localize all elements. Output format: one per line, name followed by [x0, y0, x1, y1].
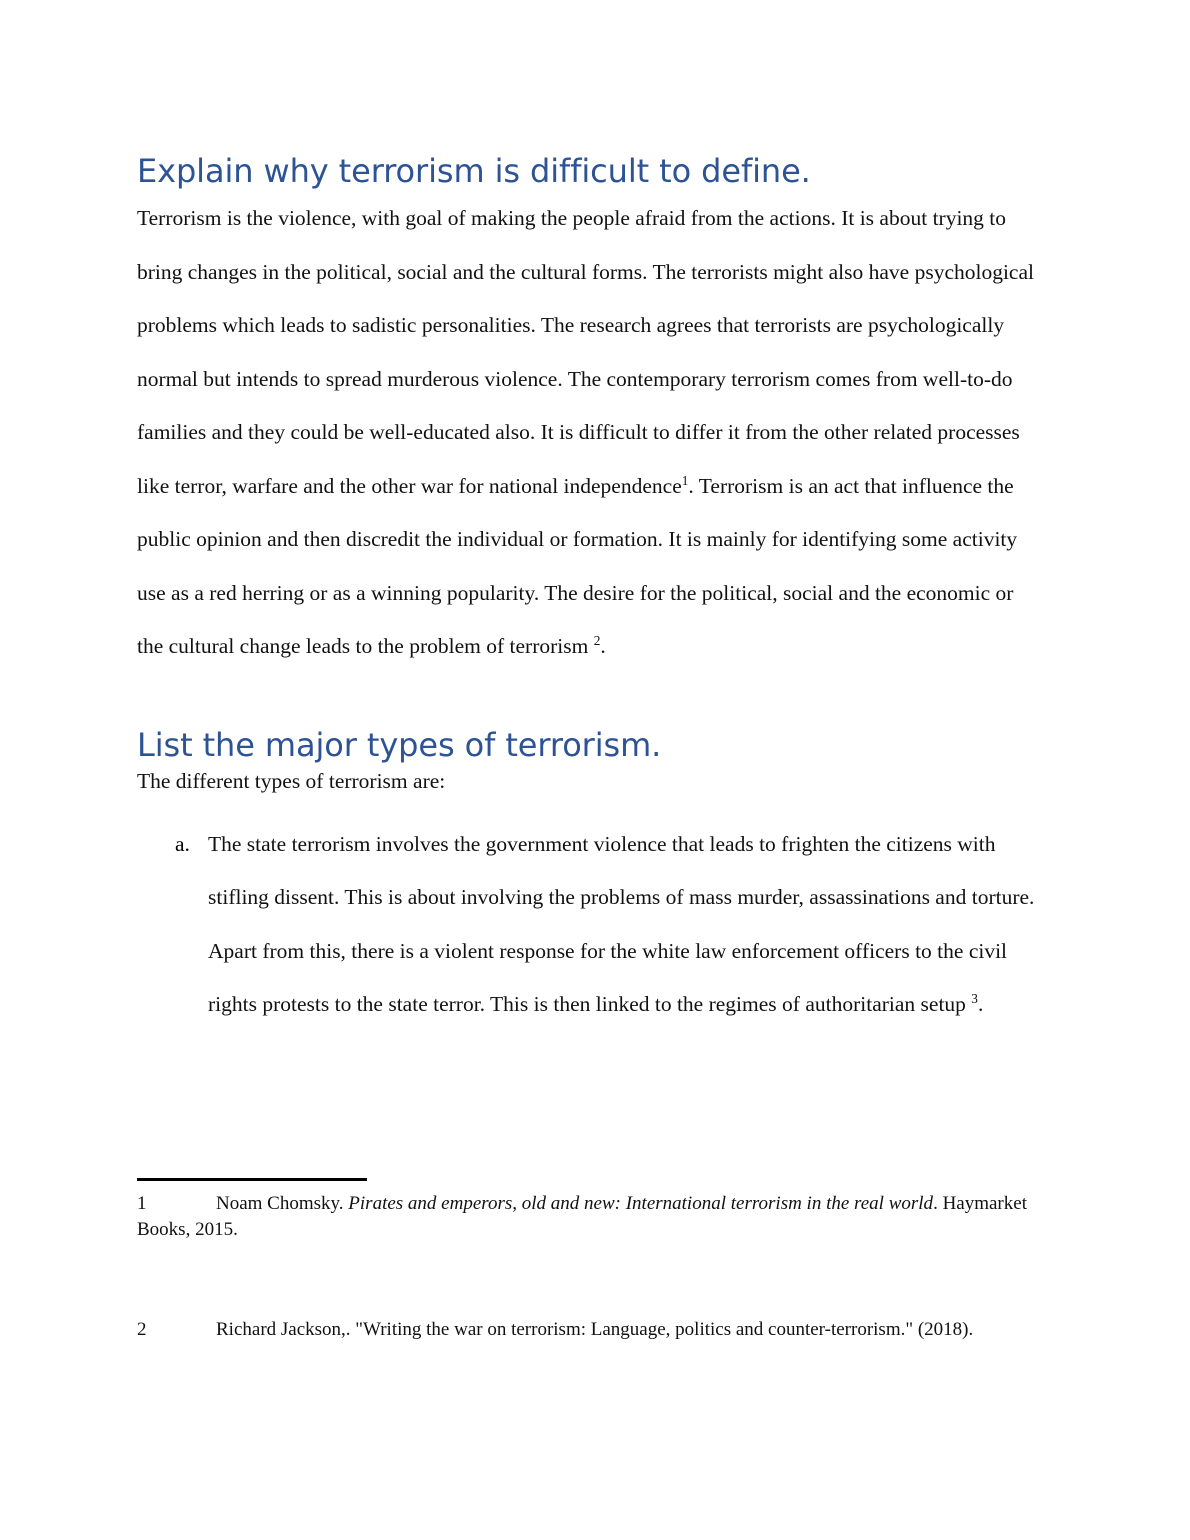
footnote-reference-3[interactable]: 3: [971, 990, 978, 1006]
terrorism-types-list: [137, 818, 1045, 1032]
section-heading-2: List the major types of terrorism.: [137, 725, 662, 764]
section-2-wrapper: [137, 726, 1045, 1032]
list-item: [137, 818, 1045, 1032]
footnotes-area: [137, 1178, 1045, 1343]
footnote-entry-2: [137, 1317, 1045, 1343]
footnote-1-italic-title: Pirates and emperors, old and new: International terrorism in the real world: [348, 1193, 934, 1214]
section-heading-1: Explain why terrorism is difficult to define.: [137, 152, 811, 190]
paragraph-text-part-1: Terrorism is the violence, with goal of making the people afraid from the actions. It is about trying to bring changes in the political, social and the cultural forms. The terrorists might also have psychological problems which leads to sadistic personalities. The research agrees that terrorists are psychologically normal but intends to spread murderous violence. The contemporary terrorism comes from well-to-do families and they could be well-educated also. It is difficult to differ it from the other related processes like terror, warfare and the other war for national independence: [137, 206, 1034, 498]
list-item-text-part-2: .: [977, 992, 984, 1016]
list-item-text-part-1: The state terrorism involves the government violence that leads to frighten the citizens with stifling dissent. This is about involving the problems of mass murder, assassinations and torture. Apart from this, there is a violent response for the white law enforcement officers to the civil rights protests to the state terror. This is then linked to the regimes of authoritarian setup: [208, 831, 1035, 1016]
footnote-reference-1[interactable]: 1: [681, 472, 689, 488]
footnote-1-text-after-italic: . Haymarket Books, 2015.: [137, 1193, 1027, 1240]
footnote-entry-1: [137, 1191, 1045, 1243]
list-item-text: [208, 832, 1034, 1017]
list-item-marker: a.: [175, 831, 190, 856]
footnote-1-text-before-italic: Noam Chomsky.: [216, 1193, 349, 1214]
paragraph-text-part-3: .: [600, 634, 606, 658]
document-body: [137, 152, 1045, 1032]
footnote-reference-2[interactable]: 2: [593, 632, 601, 648]
paragraph-text-part-2: . Terrorism is an act that influence the public opinion and then discredit the individual or formation. It is mainly for identifying some activity use as a red herring or as a winning popularity. The desire for the political, social and the economic or the cultural change leads to the problem of terrorism: [137, 473, 1018, 658]
footnote-2-text-before-italic: Richard Jackson,. "Writing the war on terrorism: Language, politics and counter-terrorism." (2018).: [216, 1319, 974, 1340]
list-lead-in-text: The different types of terrorism are:: [137, 768, 446, 793]
footnote-separator-rule: [137, 1178, 367, 1181]
paragraph-terrorism-definition: [137, 192, 1045, 674]
footnote-number-2: 2: [137, 1319, 147, 1340]
footnote-number-1: 1: [137, 1193, 147, 1214]
